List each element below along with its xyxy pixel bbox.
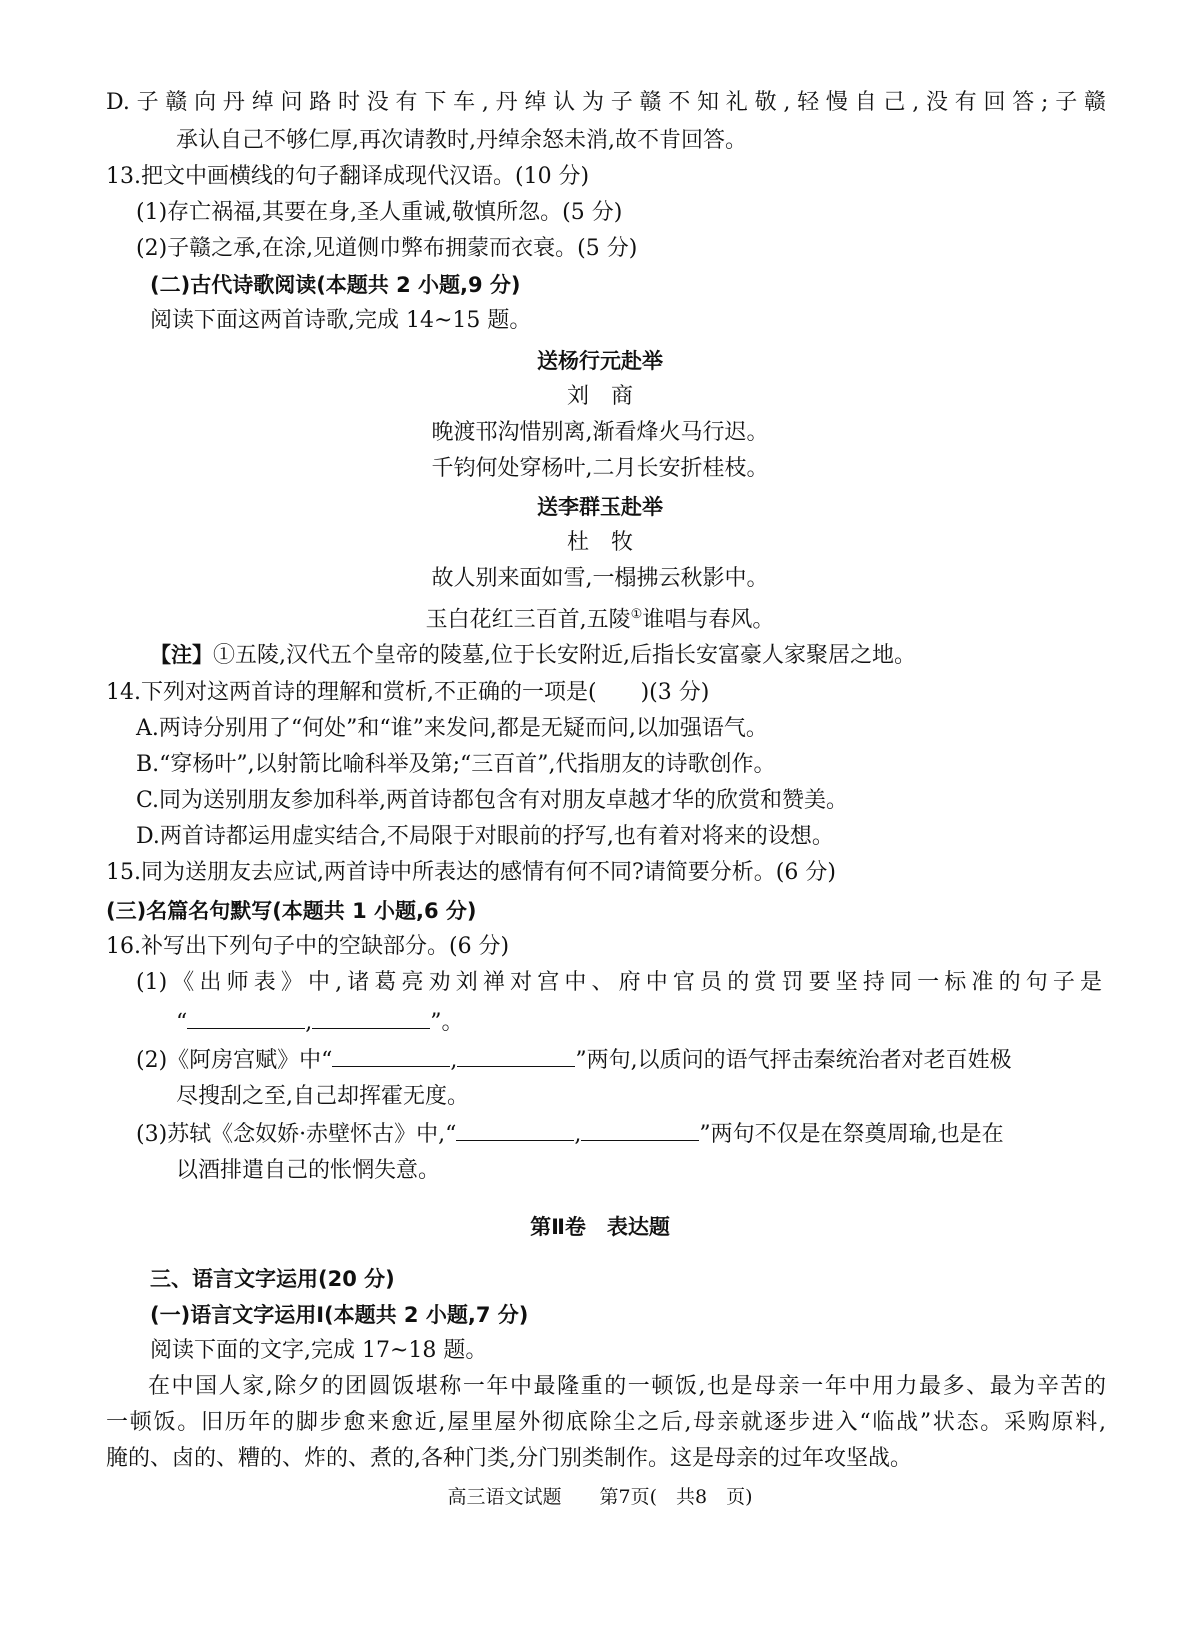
part2-heading: 第Ⅱ卷 表达题 [530, 1215, 670, 1239]
q16-item3-line2: 以酒排遣自己的怅惘失意。 [176, 1158, 441, 1183]
section-language-heading: 三、语言文字运用(20 分) [150, 1267, 395, 1291]
q16-item1-open-quote: “ [176, 1010, 188, 1035]
q16-item3-blank1[interactable] [456, 1120, 574, 1141]
q16-stem: 16.补写出下列句子中的空缺部分。(6 分) [106, 934, 510, 959]
passage-line3: 腌的、卤的、糟的、炸的、煮的,各种门类,分门别类制作。这是母亲的过年攻坚战。 [106, 1446, 912, 1471]
poem2-author: 杜 牧 [566, 530, 633, 555]
page-footer: 高三语文试题 第7页( 共8 页) [447, 1486, 753, 1508]
q16-item3-blank2[interactable] [581, 1120, 699, 1141]
q13-sentence-1: (1)存亡祸福,其要在身,圣人重诫,敬慎所忽。(5 分) [136, 200, 623, 225]
poem1-author: 刘 商 [566, 384, 633, 409]
q16-item2-pre: (2)《阿房宫赋》中“ [136, 1048, 333, 1073]
passage-line2: 一顿饭。旧历年的脚步愈来愈近,屋里屋外彻底除尘之后,母亲就逐步进入“临战”状态。采购原料, [106, 1410, 1106, 1435]
q16-item2-comma: , [450, 1048, 458, 1073]
q16-item1-blank2[interactable] [312, 1008, 430, 1029]
poem1-line2: 千钧何处穿杨叶,二月长安折桂枝。 [431, 456, 769, 481]
q16-item1-line2 [176, 1008, 464, 1038]
q16-item1-line1: (1)《出师表》中,诸葛亮劝刘禅对宫中、府中官员的赏罚要坚持同一标准的句子是 [136, 970, 1102, 995]
q16-item3-comma: , [574, 1122, 582, 1147]
note-label: 【注】 [150, 643, 213, 667]
passage-line1: 在中国人家,除夕的团圆饭堪称一年中最隆重的一顿饭,也是母亲一年中用力最多、最为辛苦的 [148, 1374, 1106, 1399]
q14-option-b: B.“穿杨叶”,以射箭比喻科举及第;“三百首”,代指朋友的诗歌创作。 [136, 752, 776, 777]
q16-item3-line1 [136, 1120, 1004, 1150]
poem1-title: 送杨行元赴举 [537, 349, 663, 373]
q14-stem: 14.下列对这两首诗的理解和赏析,不正确的一项是( )(3 分) [106, 680, 710, 705]
q16-item3-post: ”两句不仅是在祭奠周瑜,也是在 [699, 1122, 1004, 1147]
q13-sentence-2: (2)子赣之承,在涂,见道侧巾弊布拥蒙而衣衰。(5 分) [136, 236, 638, 261]
poem2-note-marker: ① [630, 607, 643, 622]
q12-option-d-line2: 承认自己不够仁厚,再次请教时,丹绰余怒未消,故不肯回答。 [176, 128, 747, 153]
q15-stem: 15.同为送朋友去应试,两首诗中所表达的感情有何不同?请简要分析。(6 分) [106, 860, 836, 885]
poem1-line1: 晚渡邗沟惜别离,渐看烽火马行迟。 [431, 420, 769, 445]
q16-item2-line1 [136, 1046, 1012, 1076]
q16-item1-close-quote: ”。 [430, 1010, 464, 1035]
q12-option-d-line1: D.子赣向丹绰问路时没有下车,丹绰认为子赣不知礼敬,轻慢自己,没有回答;子赣 [106, 90, 1106, 115]
poem2-line1: 故人别来面如雪,一榻拂云秋影中。 [431, 566, 769, 591]
q14-option-d: D.两首诗都运用虚实结合,不局限于对眼前的抒写,也有着对将来的设想。 [136, 824, 834, 849]
section-recitation-heading: (三)名篇名句默写(本题共 1 小题,6 分) [106, 899, 477, 923]
q16-item1-comma: , [305, 1010, 313, 1035]
q13-stem: 13.把文中画横线的句子翻译成现代汉语。(10 分) [106, 164, 590, 189]
q16-item2-post: ”两句,以质问的语气抨击秦统治者对老百姓极 [575, 1048, 1012, 1073]
poem2-line2 [0, 600, 1200, 635]
q16-item1-blank1[interactable] [187, 1008, 305, 1029]
note-text: ①五陵,汉代五个皇帝的陵墓,位于长安附近,后指长安富豪人家聚居之地。 [213, 643, 916, 668]
poem2-title: 送李群玉赴举 [537, 495, 663, 519]
poem2-line2-part2: 谁唱与春风。 [642, 607, 775, 633]
poem-note [150, 640, 916, 671]
q16-item2-blank2[interactable] [457, 1046, 575, 1067]
q16-item3-pre: (3)苏轼《念奴娇·赤壁怀古》中,“ [136, 1122, 457, 1147]
section-poetry-heading: (二)古代诗歌阅读(本题共 2 小题,9 分) [150, 273, 521, 297]
q16-item2-blank1[interactable] [332, 1046, 450, 1067]
section-language-sub-heading: (一)语言文字运用Ⅰ(本题共 2 小题,7 分) [150, 1303, 529, 1327]
section-poetry-intro: 阅读下面这两首诗歌,完成 14~15 题。 [150, 308, 532, 333]
section-language-intro: 阅读下面的文字,完成 17~18 题。 [150, 1338, 488, 1363]
q16-item2-line2: 尽搜刮之至,自己却挥霍无度。 [176, 1084, 469, 1109]
poem2-line2-part1: 玉白花红三百首,五陵 [425, 607, 631, 633]
q14-option-c: C.同为送别朋友参加科举,两首诗都包含有对朋友卓越才华的欣赏和赞美。 [136, 788, 849, 813]
q14-option-a: A.两诗分别用了“何处”和“谁”来发问,都是无疑而问,以加强语气。 [136, 716, 768, 741]
